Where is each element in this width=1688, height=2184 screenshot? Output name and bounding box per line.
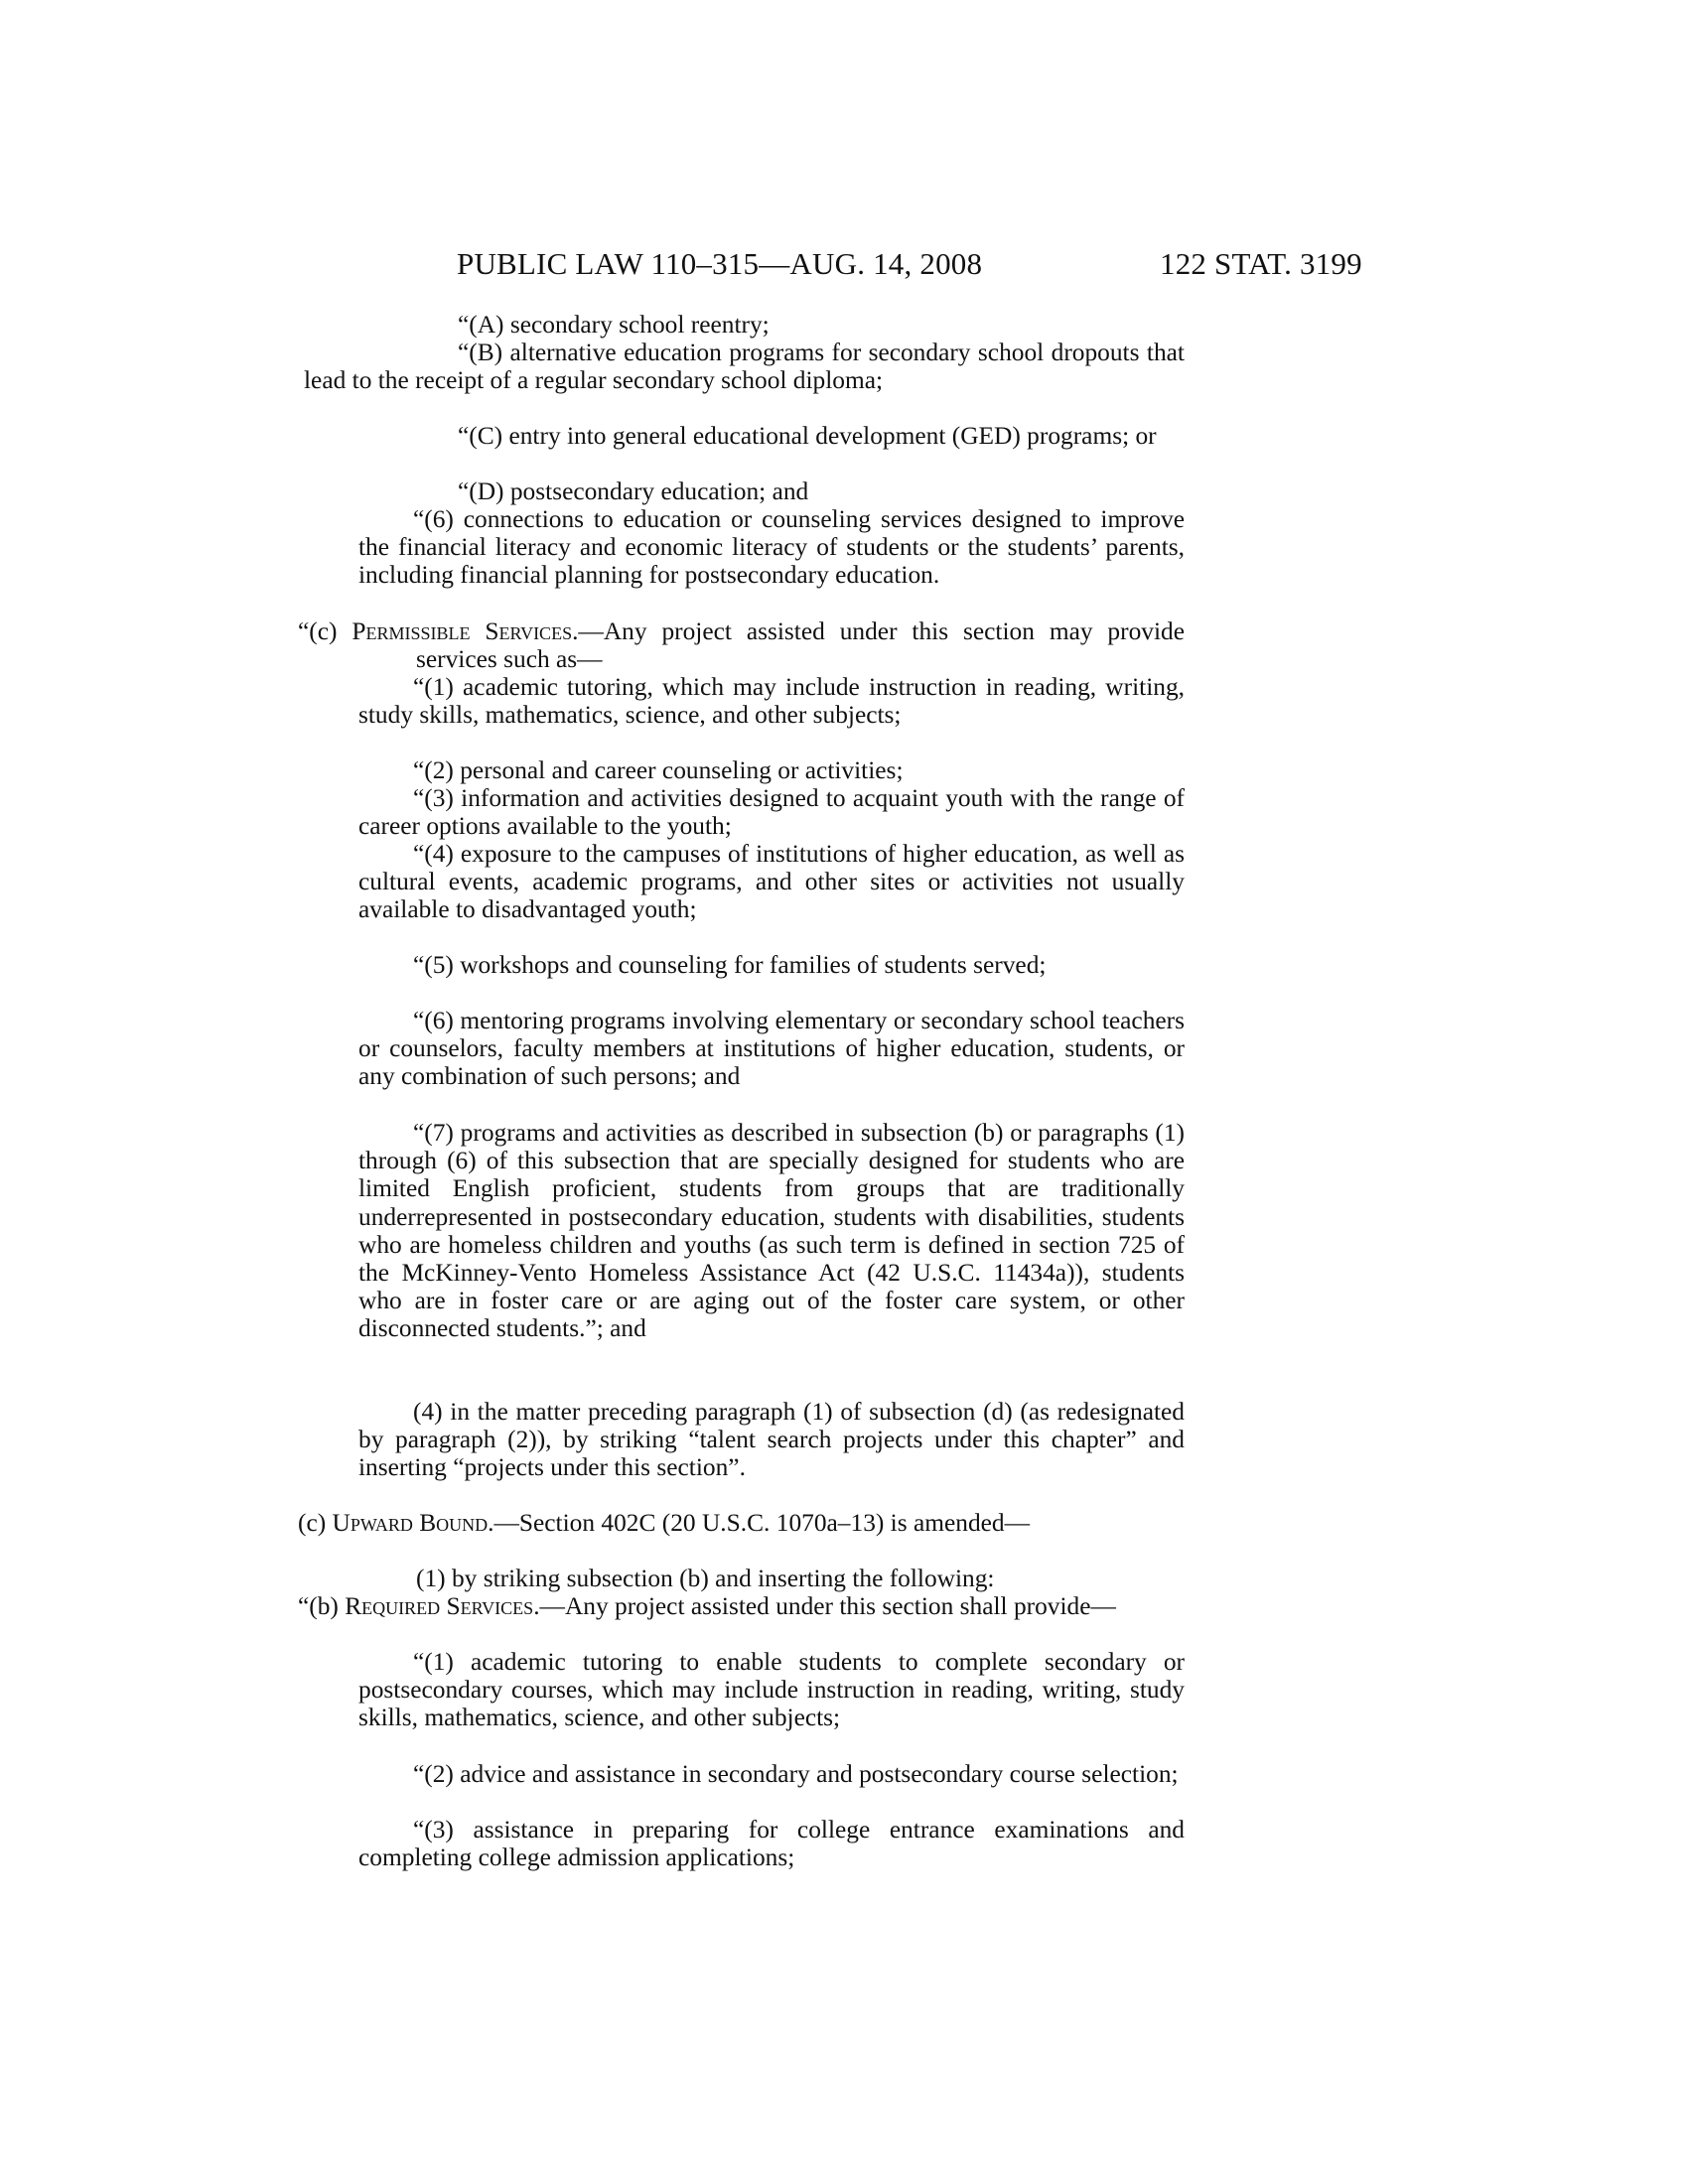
clause-b: “(B) alternative education programs for secondary school dropouts that lead to the receipt of a regular secondary school diploma; xyxy=(304,339,1185,395)
upward-bound-heading: Upward Bound xyxy=(332,1509,489,1537)
subsection-c-body: .—Any project assisted under this section may provide services such as— xyxy=(416,617,1185,674)
required-1-tutoring: “(1) academic tutoring to enable students to complete secondary or postsecondary courses, which may include instruction in reading, writing, study skills, mathematics, science, and other subjects; xyxy=(358,1648,1185,1732)
page-number: 122 STAT. 3199 xyxy=(1160,246,1362,281)
amendment-1-striking-b: (1) by striking subsection (b) and inserting the following: xyxy=(416,1565,995,1592)
paragraph-6-financial-literacy: “(6) connections to education or counseling services designed to improve the financial literacy and economic literacy of students or the students’ parents, including financial planning for postsecondary education. xyxy=(358,505,1185,590)
service-3-career-info: “(3) information and activities designed to acquaint youth with the range of career options available to the youth; xyxy=(358,784,1185,841)
subsection-c-heading: Permissible Services xyxy=(352,617,573,645)
clause-d: “(D) postsecondary education; and xyxy=(458,478,809,505)
service-7-special-programs: “(7) programs and activities as described in subsection (b) or paragraphs (1) through (6) of this subsection that are specially designed for students who are limited English proficient, students from groups that are traditionally underrepresented in postsecondary education, students with disabilities, students who are homeless children and youths (as such term is defined in section 725 of the McKinney-Vento Homeless Assistance Act (42 U.S.C. 11434a)), students who are in foster care or are aging out of the foster care system, or other disconnected students.”; and xyxy=(358,1119,1185,1343)
amendment-4-striking: (4) in the matter preceding paragraph (1) of subsection (d) (as redesignated by paragraph (2)), by striking “talent search projects under this chapter” and inserting “projects under this section”. xyxy=(358,1398,1185,1482)
service-6-mentoring: “(6) mentoring programs involving elementary or secondary school teachers or counselors, faculty members at institutions of higher education, students, or any combination of such persons; and xyxy=(358,1007,1185,1091)
subsection-b-heading: Required Services xyxy=(345,1592,534,1620)
clause-a: “(A) secondary school reentry; xyxy=(458,311,770,339)
required-3-college-prep: “(3) assistance in preparing for college entrance examinations and completing college admission applications; xyxy=(358,1816,1185,1872)
upward-bound-number: (c) xyxy=(298,1509,333,1537)
subsection-b-required-services xyxy=(298,1592,1185,1620)
subsection-c-number: “(c) xyxy=(298,617,352,645)
service-5-workshops: “(5) workshops and counseling for families of students served; xyxy=(413,951,1047,979)
subsection-b-number: “(b) xyxy=(298,1592,346,1620)
running-head: PUBLIC LAW 110–315—AUG. 14, 2008 xyxy=(457,246,983,281)
service-2-counseling: “(2) personal and career counseling or activities; xyxy=(413,756,904,784)
subsection-b-body: .—Any project assisted under this section shall provide— xyxy=(533,1592,1116,1620)
required-2-course-selection: “(2) advice and assistance in secondary and postsecondary course selection; xyxy=(413,1760,1179,1788)
upward-bound-body: .—Section 402C (20 U.S.C. 1070a–13) is amended— xyxy=(488,1509,1031,1537)
subsection-c-permissible-services xyxy=(298,617,1185,674)
clause-c: “(C) entry into general educational development (GED) programs; or xyxy=(458,422,1157,450)
service-1-tutoring: “(1) academic tutoring, which may include instruction in reading, writing, study skills, mathematics, science, and other subjects; xyxy=(358,673,1185,730)
subsection-c-upward-bound xyxy=(298,1509,1185,1537)
service-4-campus-exposure: “(4) exposure to the campuses of institutions of higher education, as well as cultural events, academic programs, and other sites or activities not usually available to disadvantaged youth; xyxy=(358,840,1185,924)
